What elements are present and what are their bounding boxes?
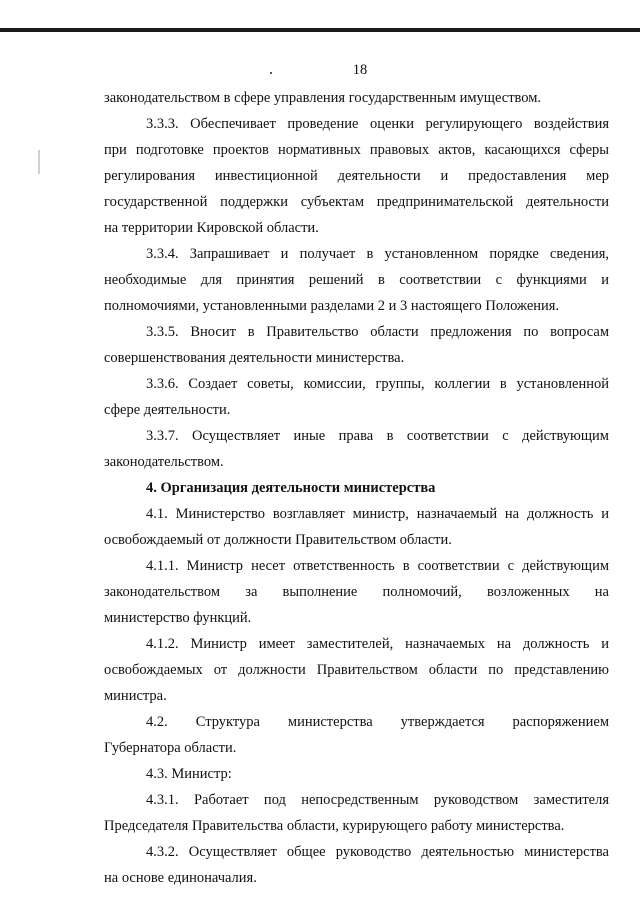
text-line: законодательством в сфере управления государственным имуществом. [104,90,542,106]
text-line: 3.3.6. Создает советы, комиссии, группы, коллегии в установленной [146,376,609,392]
text-line: 4.3.2. Осуществляет общее руководство деятельностью министерства [146,844,609,860]
text-line: освобождаемых от должности Правительством области по представлению [104,662,609,678]
paragraph-4-1 [104,501,609,553]
text-line: освобождаемый от должности Правительством области. [104,532,452,548]
page-number: 18 [352,62,368,78]
paragraph-3-3-4 [104,241,609,319]
scan-margin-mark [38,150,40,174]
document-body [104,85,609,891]
text-line: 3.3.7. Осуществляет иные права в соответствии с действующим [146,428,609,444]
text-line: 4.2. Структура министерства утверждается распоряжением [146,714,609,730]
text-line: Губернатора области. [104,740,237,756]
text-line: законодательством. [104,454,224,470]
text-line: законодательством за выполнение полномочий, возложенных на [104,584,609,600]
text-line: на основе единоначалия. [104,870,257,886]
paragraph-4-1-1 [104,553,609,631]
text-line: 4.1. Министерство возглавляет министр, назначаемый на должность и [146,506,609,522]
text-line: совершенствования деятельности министерства. [104,350,405,366]
paragraph-continuation [104,85,609,111]
paragraph-3-3-3 [104,111,609,241]
paragraph-4-1-2 [104,631,609,709]
text-line: полномочиями, установленными разделами 2 и 3 настоящего Положения. [104,298,560,314]
text-line: министерство функций. [104,610,252,626]
text-line: министра. [104,688,167,704]
paragraph-4-2 [104,709,609,761]
paragraph-3-3-6 [104,371,609,423]
text-line: 4.3. Министр: [146,766,232,782]
paragraph-4-3 [104,761,609,787]
paragraph-3-3-5 [104,319,609,371]
text-line: 4.1.1. Министр несет ответственность в соответствии с действующим [146,558,609,574]
paragraph-4-3-2 [104,839,609,891]
text-line: сфере деятельности. [104,402,231,418]
text-line: при подготовке проектов нормативных правовых актов, касающихся сферы [104,142,609,158]
section-heading: 4. Организация деятельности министерства [146,480,436,496]
paragraph-3-3-7 [104,423,609,475]
text-line: 3.3.5. Вносит в Правительство области предложения по вопросам [146,324,609,340]
text-line: регулирования инвестиционной деятельности и предоставления мер [104,168,609,184]
text-line: Председателя Правительства области, курирующего работу министерства. [104,818,565,834]
text-line: государственной поддержки субъектам предпринимательской деятельности [104,194,609,210]
text-line: на территории Кировской области. [104,220,319,236]
text-line: необходимые для принятия решений в соответствии с функциями и [104,272,609,288]
text-line: 4.1.2. Министр имеет заместителей, назначаемых на должность и [146,636,609,652]
text-line: 3.3.3. Обеспечивает проведение оценки регулирующего воздействия [146,116,609,132]
top-border-rule [0,28,640,32]
text-line: 3.3.4. Запрашивает и получает в установленном порядке сведения, [146,246,609,262]
text-line: 4.3.1. Работает под непосредственным руководством заместителя [146,792,609,808]
paragraph-4-3-1 [104,787,609,839]
